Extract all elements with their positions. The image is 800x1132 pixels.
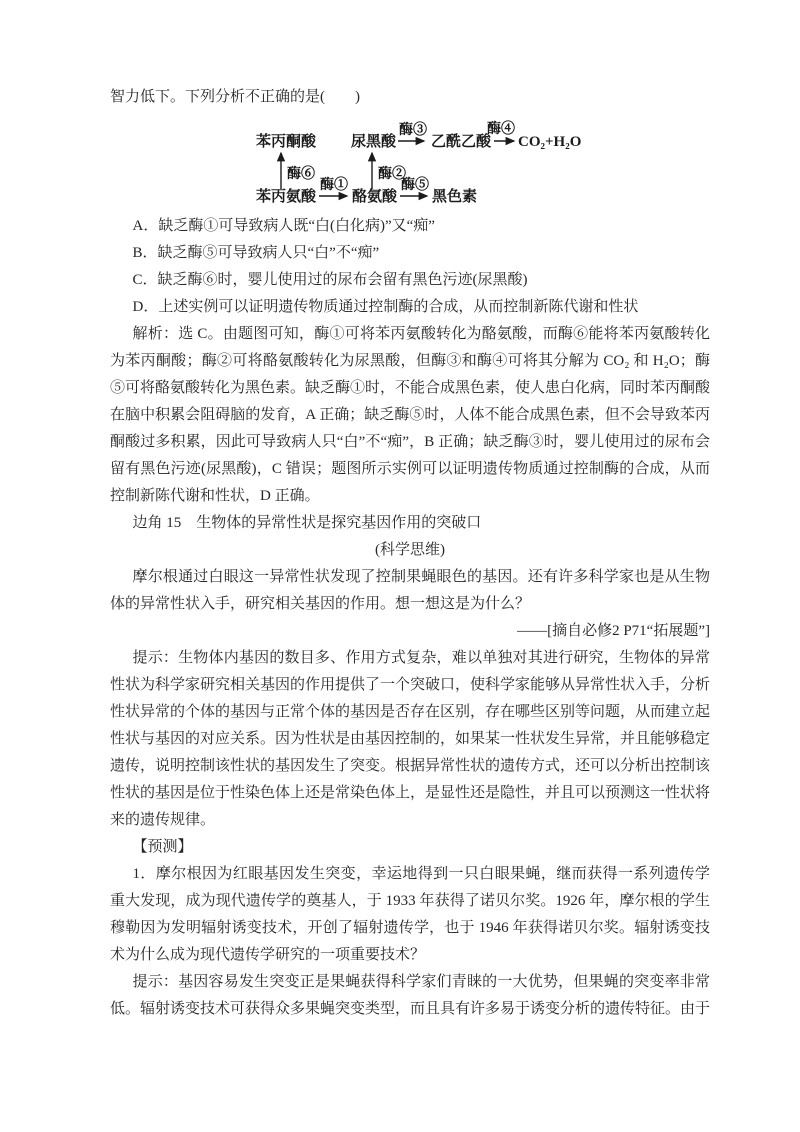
pathway-svg xyxy=(256,119,586,211)
option-d: D．上述实例可以证明遗传物质通过控制酶的合成，从而控制新陈代谢和性状 xyxy=(132,299,639,315)
option-b: B．缺乏酶⑤可导致病人只“白”不“痴” xyxy=(132,245,380,261)
predict-hint-label: 提示： xyxy=(132,974,179,990)
corner-hint-text: 生物体内基因的数目多、作用方式复杂，难以单独对其进行研究，生物体的异常性状为科学家研究相关基因的作用提供了一个突破口，使科学家能够从异常性状入手，分析性状异常的个体的基因与正常个体的基因是否存在区别，存在哪些区别等问题，从而建立起性状与基因的对应关系。因为性状是由基因控制的，如果某一性状发生异常，并且能够稳定遗传，说明控制该性状的基因发生了突变。根据异常性状的遗传方式，还可以分析出控制该性状的基因是位于性染色体上还是常染色体上，是显性还是隐性，并且可以预测这一性状将来的遗传规律。 xyxy=(110,650,711,828)
corner-hint-label: 提示： xyxy=(132,650,179,666)
analysis-label: 解析： xyxy=(132,326,179,342)
enzyme-2-label: 酶② xyxy=(378,167,406,182)
option-c: C．缺乏酶⑥时，婴儿使用过的尿布会留有黑色污迹(尿黑酸) xyxy=(132,272,528,288)
metabolic-pathway-diagram xyxy=(256,119,710,211)
question-stem-continuation: 智力低下。下列分析不正确的是( ) xyxy=(110,89,360,105)
predict-hint xyxy=(110,969,710,1023)
corner-subtitle: (科学思维) xyxy=(375,542,445,558)
predict-question-1 xyxy=(110,861,710,969)
enzyme-1-label: 酶① xyxy=(320,178,348,193)
question-1-text: 摩尔根因为红眼基因发生突变，幸运地得到一只白眼果蝇，继而获得一系列遗传学重大发现，成为现代遗传学的奠基人，于 1933 年获得了诺贝尔奖。1926 年，摩尔根的学生穆勒因为发明辐射诱变技术，开创了辐射遗传学，也于 1946 年获得诺贝尔奖。辐射诱变技术为什么成为现代遗传学研究的一项重要技术？ xyxy=(110,866,710,963)
node-acetoacetic-acid: 乙酰乙酸 xyxy=(431,134,492,150)
enzyme-5-label: 酶⑤ xyxy=(401,178,429,193)
corner-question: 摩尔根通过白眼这一异常性状发现了控制果蝇眼色的基因。还有许多科学家也是从生物体的异常性状入手，研究相关基因的作用。想一想这是为什么？ xyxy=(110,569,710,612)
corner-hint xyxy=(110,645,710,834)
corner-title: 生物体的异常性状是探究基因作用的突破口 xyxy=(196,515,482,531)
predict-hint-text: 基因容易发生突变正是果蝇获得科学家们青睐的一大优势，但果蝇的突变率非常低。辐射诱变技术可获得众多果蝇突变类型，而且具有许多易于诱变分析的遗传特征。由于 xyxy=(110,974,711,1017)
option-a: A．缺乏酶①可导致病人既“白(白化病)”又“痴” xyxy=(132,218,435,234)
enzyme-6-label: 酶⑥ xyxy=(287,167,315,182)
node-homogentisic-acid: 尿黑酸 xyxy=(351,134,397,150)
node-melanin: 黑色素 xyxy=(432,189,478,205)
analysis-paragraph xyxy=(110,321,710,510)
predict-heading: 【预测】 xyxy=(132,839,193,855)
enzyme-4-label: 酶④ xyxy=(487,122,515,137)
corner-heading xyxy=(110,510,710,537)
node-co2-h2o: CO₂+H₂O xyxy=(518,134,582,150)
source-reference: ——[摘自必修2 P71“拓展题”] xyxy=(517,623,710,639)
analysis-text: 选 C。由题图可知，酶①可将苯丙氨酸转化为酪氨酸，而酶⑥能将苯丙氨酸转化为苯丙酮酸；酶②可将酪氨酸转化为尿黑酸，但酶③和酶④可将其分解为 CO₂ 和 H₂O；酶⑤可将酪氨酸转化为黑色素。缺乏酶①时，不能合成黑色素，使人患白化病，同时苯丙酮酸在脑中积累会阻碍脑的发育，A 正确；缺乏酶⑤时，人体不能合成黑色素，但不会导致苯丙酮酸过多积累，因此可导致病人只“白”不“痴”，B 正确；缺乏酶③时，婴儿使用过的尿布会留有黑色污迹(尿黑酸)，C 错误；题图所示实例可以证明遗传物质通过控制酶的合成，从而控制新陈代谢和性状，D 正确。 xyxy=(110,326,711,504)
question-1-number: 1． xyxy=(132,866,156,882)
node-phenylpyruvic-acid: 苯丙酮酸 xyxy=(256,134,317,150)
corner-number: 边角 15 xyxy=(132,515,182,531)
enzyme-3-label: 酶③ xyxy=(399,123,427,138)
node-phenylalanine: 苯丙氨酸 xyxy=(256,189,317,205)
node-tyrosine: 酪氨酸 xyxy=(352,189,398,205)
